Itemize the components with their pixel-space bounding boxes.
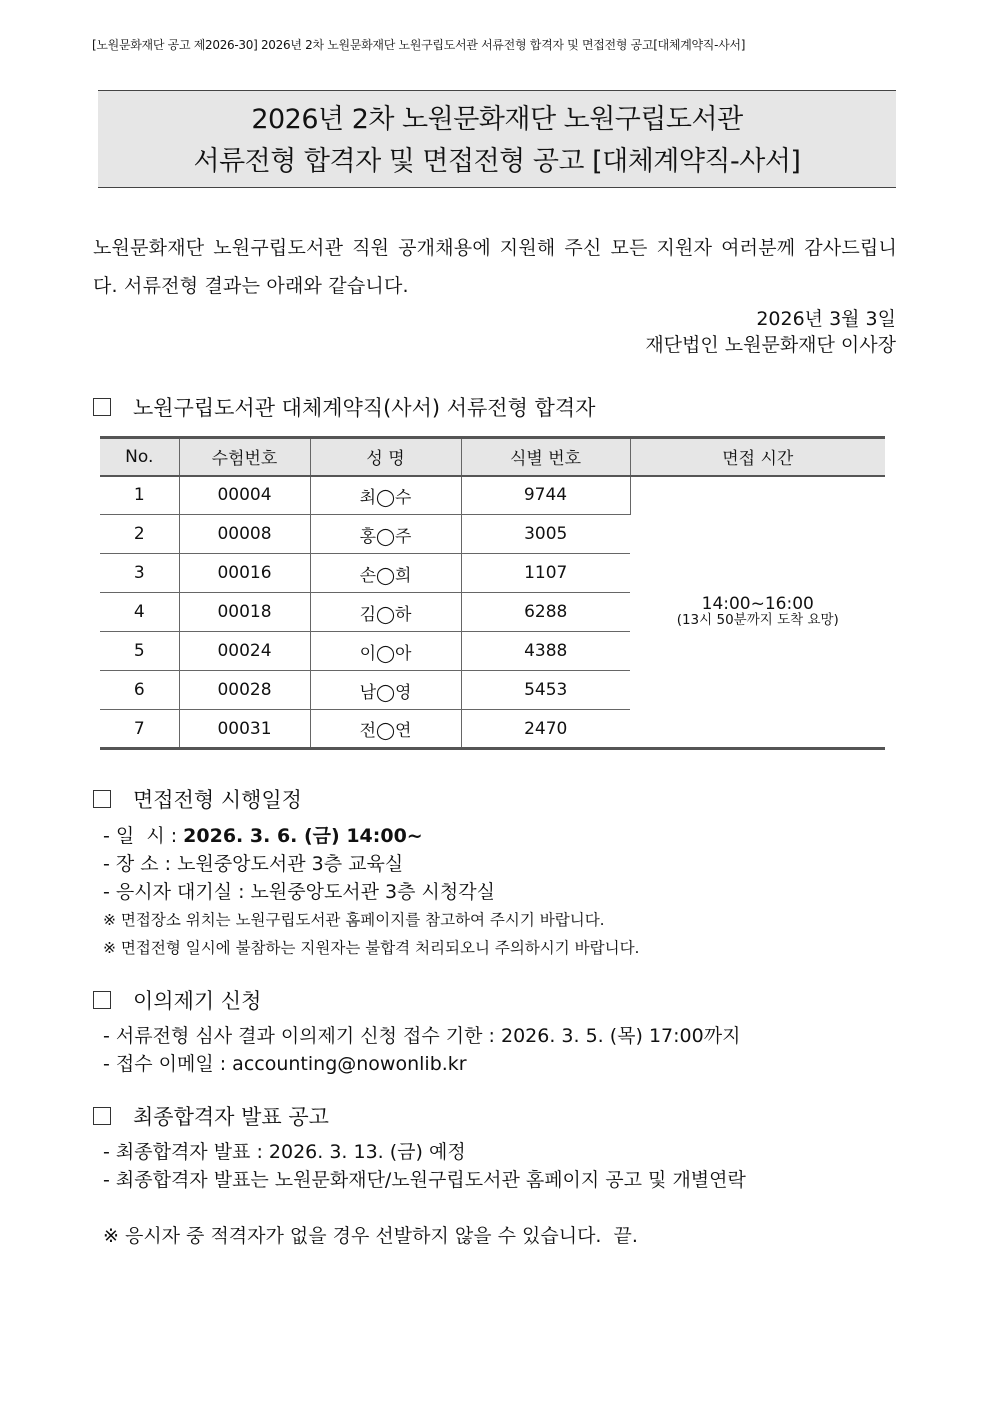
cell-name: 전◯연	[310, 710, 461, 749]
checkbox-square-icon	[93, 398, 111, 416]
cell-id-number: 1107	[461, 554, 630, 593]
footer-note-text: ※ 응시자 중 적격자가 없을 경우 선발하지 않을 수 있습니다. 끝.	[103, 1225, 638, 1247]
list-item: - 접수 이메일 : accounting@nowonlib.kr	[103, 1053, 467, 1075]
cell-exam-number: 00016	[179, 554, 310, 593]
table-header-row	[100, 438, 885, 476]
section-passed-applicants-heading	[93, 392, 595, 422]
section-final-announcement-heading	[93, 1101, 329, 1131]
note-text: ※ 면접장소 위치는 노원구립도서관 홈페이지를 참고하여 주시기 바랍니다.	[103, 911, 605, 929]
list-item: - 최종합격자 발표는 노원문화재단/노원구립도서관 홈페이지 공고 및 개별연락	[103, 1169, 746, 1191]
section-title: 노원구립도서관 대체계약직(사서) 서류전형 합격자	[133, 396, 596, 420]
header-interview-time: 면접 시간	[630, 438, 885, 476]
passed-applicants-table	[100, 436, 885, 750]
cell-id-number: 4388	[461, 632, 630, 671]
cell-id-number: 5453	[461, 671, 630, 710]
list-item: - 장 소 : 노원중앙도서관 3층 교육실	[103, 853, 404, 875]
cell-exam-number: 00024	[179, 632, 310, 671]
footer-note	[103, 1222, 638, 1250]
list-item: - 최종합격자 발표 : 2026. 3. 13. (금) 예정	[103, 1141, 466, 1163]
cell-no: 5	[100, 632, 179, 671]
cell-exam-number: 00008	[179, 515, 310, 554]
cell-no: 1	[100, 476, 179, 515]
table-row	[100, 476, 885, 515]
cell-id-number: 9744	[461, 476, 630, 515]
cell-name: 최◯수	[310, 476, 461, 515]
checkbox-square-icon	[93, 1107, 111, 1125]
interview-arrival-note: (13시 50분까지 도착 요망)	[676, 611, 839, 628]
section-title: 최종합격자 발표 공고	[133, 1105, 329, 1129]
cell-exam-number: 00028	[179, 671, 310, 710]
title-line-2: 서류전형 합격자 및 면접전형 공고 [대체계약직-사서]	[193, 146, 801, 177]
document-header: [노원문화재단 공고 제2026-30] 2026년 2차 노원문화재단 노원구립도서관 서류전형 합격자 및 면접전형 공고[대체계약직-사서]	[92, 38, 746, 52]
cell-interview-time	[630, 476, 885, 749]
section-interview-schedule-heading	[93, 784, 302, 814]
header-exam-number: 수험번호	[179, 438, 310, 476]
cell-name: 손◯희	[310, 554, 461, 593]
header-id-number: 식별 번호	[461, 438, 630, 476]
cell-exam-number: 00031	[179, 710, 310, 749]
date-label: - 일 시 :	[103, 825, 184, 847]
section-title: 이의제기 신청	[133, 989, 262, 1013]
title-box	[98, 90, 896, 188]
date-value: 2026. 3. 6. (금) 14:00~	[183, 825, 423, 847]
checkbox-square-icon	[93, 790, 111, 808]
list-item	[103, 822, 639, 850]
cell-id-number: 3005	[461, 515, 630, 554]
announcement-date: 2026년 3월 3일	[756, 308, 896, 330]
cell-id-number: 2470	[524, 718, 568, 739]
list-item: - 서류전형 심사 결과 이의제기 신청 접수 기한 : 2026. 3. 5. (목) 17:00까지	[103, 1025, 741, 1047]
cell-name: 홍◯주	[310, 515, 461, 554]
interview-time-range: 14:00~16:00	[701, 593, 814, 614]
cell-exam-number: 00018	[179, 593, 310, 632]
cell-name: 이◯아	[310, 632, 461, 671]
list-item: - 응시자 대기실 : 노원중앙도서관 3층 시청각실	[103, 881, 495, 903]
objection-list	[103, 1022, 740, 1078]
cell-exam-number: 00004	[179, 476, 310, 515]
section-title: 면접전형 시행일정	[133, 788, 302, 812]
cell-no: 4	[100, 593, 179, 632]
cell-no: 3	[100, 554, 179, 593]
cell-name: 남◯영	[310, 671, 461, 710]
cell-no: 6	[100, 671, 179, 710]
header-no: No.	[100, 438, 179, 476]
interview-schedule-list	[103, 822, 639, 962]
header-name: 성 명	[310, 438, 461, 476]
title-line-1: 2026년 2차 노원문화재단 노원구립도서관	[251, 104, 743, 135]
section-objection-heading	[93, 985, 261, 1015]
cell-name: 김◯하	[310, 593, 461, 632]
intro-text: 노원문화재단 노원구립도서관 직원 공개채용에 지원해 주신 모든 지원자 여러분께 감사드립니다. 서류전형 결과는 아래와 같습니다.	[93, 237, 897, 297]
cell-no: 7	[100, 710, 179, 749]
checkbox-square-icon	[93, 991, 111, 1009]
issuer-name: 재단법인 노원문화재단 이사장	[645, 334, 896, 356]
final-announcement-list	[103, 1138, 746, 1194]
note-text: ※ 면접전형 일시에 불참하는 지원자는 불합격 처리되오니 주의하시기 바랍니다.	[103, 939, 640, 957]
cell-no: 2	[100, 515, 179, 554]
cell-id-number: 6288	[461, 593, 630, 632]
